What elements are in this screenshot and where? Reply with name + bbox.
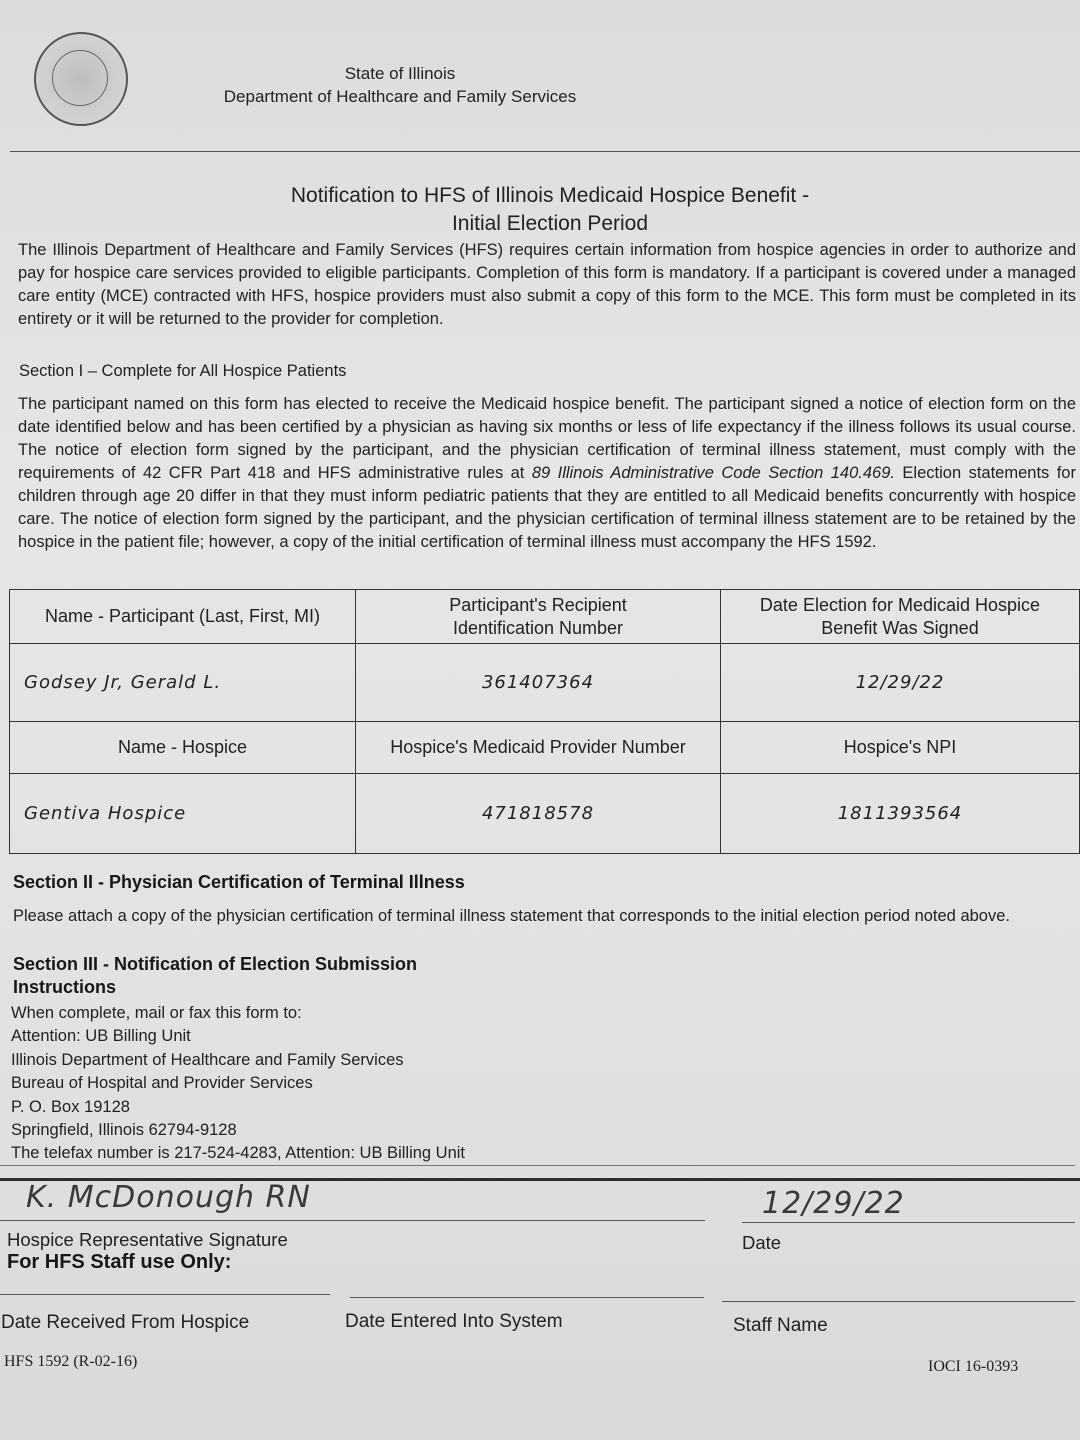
hospice-name-header: Name - Hospice — [10, 722, 356, 774]
participant-name-header: Name - Participant (Last, First, MI) — [10, 590, 356, 644]
table-row — [10, 590, 1080, 644]
state-seal-icon — [34, 32, 128, 126]
date-label: Date — [742, 1232, 782, 1253]
table-row — [10, 644, 1080, 722]
form-title — [0, 182, 1080, 238]
entered-line — [350, 1297, 704, 1298]
section1-code-citation: 89 Illinois Administrative Code Section 140.469. — [531, 464, 895, 482]
provider-number-field[interactable]: 471818578 — [356, 774, 721, 854]
header-state: State of Illinois — [344, 64, 456, 83]
representative-signature[interactable]: K. McDonough RN — [26, 1180, 311, 1215]
form-title-line1: Notification to HFS of Illinois Medicaid Hospice Benefit - — [290, 184, 810, 207]
recipient-id-field[interactable]: 361407364 — [356, 644, 721, 722]
section1-text-b: Election statements for children through age 20 differ in that they must inform pediatric patients that they are entitled to all Medicaid benefits concurrently with hospice care. The notice of election form signed by the participant, and the physician certification of terminal illness statement are to be retained by the hospice in the patient file; however, a copy of the initial certification of terminal illness must accompany the HFS 1592. — [18, 464, 1076, 551]
signature-line — [0, 1220, 705, 1221]
participant-info-table — [9, 589, 1080, 854]
date-received-label: Date Received From Hospice — [1, 1312, 250, 1333]
section1-heading: Section I – Complete for All Hospice Patients — [19, 362, 347, 380]
participant-name-field[interactable]: Godsey Jr, Gerald L. — [10, 644, 356, 722]
hospice-name-field[interactable]: Gentiva Hospice — [10, 774, 356, 854]
staff-name-label: Staff Name — [733, 1315, 828, 1336]
table-row — [10, 722, 1080, 774]
election-date-header — [721, 590, 1080, 644]
npi-field[interactable]: 1811393564 — [721, 774, 1080, 854]
received-line — [0, 1294, 330, 1295]
ioci-number: IOCI 16-0393 — [928, 1358, 1019, 1375]
instruction-line: Illinois Department of Healthcare and Family Services — [11, 1050, 404, 1069]
section3-heading: Section III - Notification of Election Submission — [13, 954, 418, 974]
instruction-line: When complete, mail or fax this form to: — [11, 1004, 302, 1022]
section1-paragraph — [18, 393, 1076, 554]
section2-heading: Section II - Physician Certification of Terminal Illness — [13, 872, 465, 892]
section1-text-a: The participant named on this form has elected to receive the Medicaid hospice benefit. The participant signed a notice of election form on the date identified below and has been certified by a physician as having six months or less of life expectancy if the illness follows its usual course. The notice of election form signed by the participant, and the physician certification of terminal illness statement, must comply with the requirements of 42 CFR Part 418 and HFS administrative rules at — [18, 395, 1076, 482]
recipient-id-header — [356, 590, 721, 644]
provider-number-header: Hospice's Medicaid Provider Number — [356, 722, 721, 774]
header-department: Department of Healthcare and Family Services — [223, 87, 577, 106]
election-date-header-line1: Date Election for Medicaid Hospice — [759, 594, 1041, 615]
instruction-line: Attention: UB Billing Unit — [11, 1027, 191, 1046]
form-title-line2: Initial Election Period — [451, 212, 649, 235]
header-divider — [10, 151, 1080, 152]
signature-date-value[interactable]: 12/29/22 — [762, 1186, 905, 1221]
staff-name-line — [722, 1301, 1075, 1302]
intro-paragraph: The Illinois Department of Healthcare and Family Services (HFS) requires certain information from hospice agencies in order to authorize and pay for hospice care services provided to eligible participants. Completion of this form is mandatory. If a participant is covered under a managed care entity (MCE) contracted with HFS, hospice providers must also submit a copy of this form to the MCE. This form must be completed in its entirety or it will be returned to the provider for completion. — [18, 241, 1076, 328]
election-date-field[interactable]: 12/29/22 — [721, 644, 1080, 722]
signature-label: Hospice Representative Signature — [7, 1229, 288, 1250]
instruction-line: The telefax number is 217-524-4283, Attention: UB Billing Unit — [11, 1144, 466, 1163]
staff-use-heading: For HFS Staff use Only: — [7, 1251, 232, 1273]
npi-header: Hospice's NPI — [721, 722, 1080, 774]
table-row — [10, 774, 1080, 854]
date-line — [742, 1222, 1075, 1223]
recipient-id-header-line1: Participant's Recipient — [449, 594, 627, 615]
telefax-underline — [0, 1165, 1075, 1166]
date-entered-label: Date Entered Into System — [345, 1311, 563, 1332]
mailing-instructions — [11, 1002, 465, 1166]
section2-text: Please attach a copy of the physician certification of terminal illness statement that corresponds to the initial election period noted above. — [13, 907, 1010, 925]
instruction-line: P. O. Box 19128 — [11, 1097, 130, 1116]
election-date-header-line2: Benefit Was Signed — [821, 617, 979, 638]
instruction-line: Bureau of Hospital and Provider Services — [11, 1074, 313, 1093]
header-block — [180, 62, 620, 108]
instruction-line: Springfield, Illinois 62794-9128 — [11, 1121, 237, 1140]
recipient-id-header-line2: Identification Number — [452, 617, 624, 638]
form-number: HFS 1592 (R-02-16) — [4, 1353, 138, 1370]
instructions-heading: Instructions — [13, 977, 117, 997]
